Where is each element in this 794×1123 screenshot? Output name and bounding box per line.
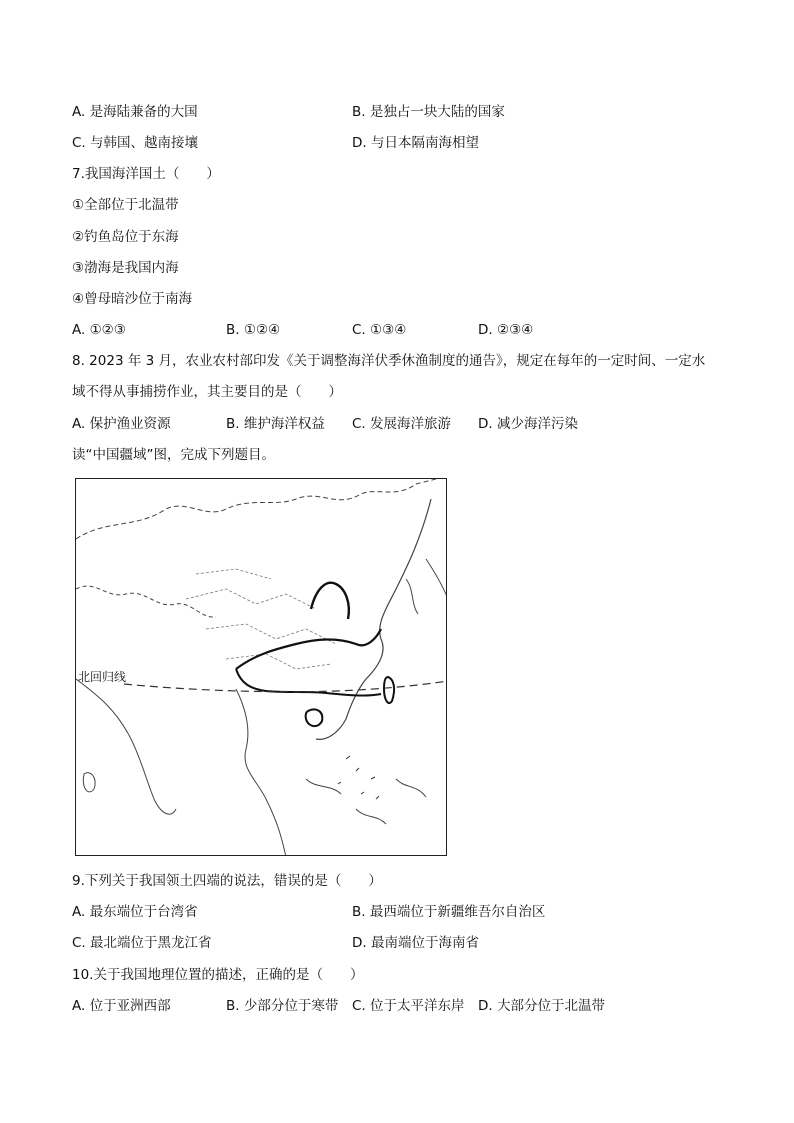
map-scs-islands	[338, 756, 379, 799]
map-reading-prompt: 读“中国疆域”图，完成下列题目。	[72, 447, 275, 463]
map-drawing	[76, 479, 447, 856]
q9-option-b: B. 最西端位于新疆维吾尔自治区	[352, 904, 546, 920]
map-southeast-islands	[306, 779, 426, 824]
q7-statement-2: ②钓鱼岛位于东海	[72, 229, 179, 245]
map-india	[76, 679, 176, 814]
q9-option-a: A. 最东端位于台湾省	[72, 904, 198, 920]
q7-statement-4: ④曾母暗沙位于南海	[72, 291, 193, 307]
tropic-of-cancer-line	[124, 681, 447, 692]
q6-option-b: B. 是独占一块大陆的国家	[352, 104, 505, 120]
q9-stem: 9.下列关于我国领土四端的说法，错误的是（ ）	[72, 873, 382, 889]
q10-option-b: B. 少部分位于寒带	[226, 998, 339, 1014]
tropic-of-cancer-label: 北回归线	[78, 670, 127, 684]
q10-option-c: C. 位于太平洋东岸	[352, 998, 465, 1014]
q8-stem-line2: 域不得从事捕捞作业，其主要目的是（ ）	[72, 384, 342, 400]
q7-statement-3: ③渤海是我国内海	[72, 260, 179, 276]
q9-option-d: D. 最南端位于海南省	[352, 935, 479, 951]
map-taiwan	[384, 677, 394, 703]
q7-option-d: D. ②③④	[478, 322, 534, 338]
map-hainan	[306, 709, 323, 726]
q10-option-a: A. 位于亚洲西部	[72, 998, 171, 1014]
q8-stem-line1: 8. 2023 年 3 月，农业农村部印发《关于调整海洋伏季休渔制度的通告》，规定在每年的一定时间、一定水	[72, 353, 706, 369]
q8-option-b: B. 维护海洋权益	[226, 416, 325, 432]
q6-option-a: A. 是海陆兼备的大国	[72, 104, 198, 120]
q8-option-d: D. 减少海洋污染	[478, 416, 578, 432]
map-border-west	[76, 586, 216, 617]
map-coastline-east	[316, 499, 431, 739]
map-bold-boundary-yangtze	[236, 629, 381, 669]
map-korea-japan	[406, 559, 447, 614]
q7-option-b: B. ①②④	[226, 322, 281, 338]
q7-stem: 7.我国海洋国土（ ）	[72, 166, 220, 182]
q8-option-c: C. 发展海洋旅游	[352, 416, 452, 432]
q7-statement-1: ①全部位于北温带	[72, 197, 179, 213]
map-indochina	[236, 689, 286, 856]
map-border-north	[76, 479, 436, 539]
q8-option-a: A. 保护渔业资源	[72, 416, 171, 432]
q10-option-d: D. 大部分位于北温带	[478, 998, 605, 1014]
map-bold-boundary-north	[311, 583, 349, 619]
q7-option-c: C. ①③④	[352, 322, 407, 338]
q10-stem: 10.关于我国地理位置的描述，正确的是（ ）	[72, 967, 364, 983]
map-sri-lanka	[83, 773, 95, 792]
q9-option-c: C. 最北端位于黑龙江省	[72, 935, 212, 951]
q6-option-c: C. 与韩国、越南接壤	[72, 135, 199, 151]
china-territory-map	[75, 478, 447, 856]
q6-option-d: D. 与日本隔南海相望	[352, 135, 479, 151]
q7-option-a: A. ①②③	[72, 322, 126, 338]
